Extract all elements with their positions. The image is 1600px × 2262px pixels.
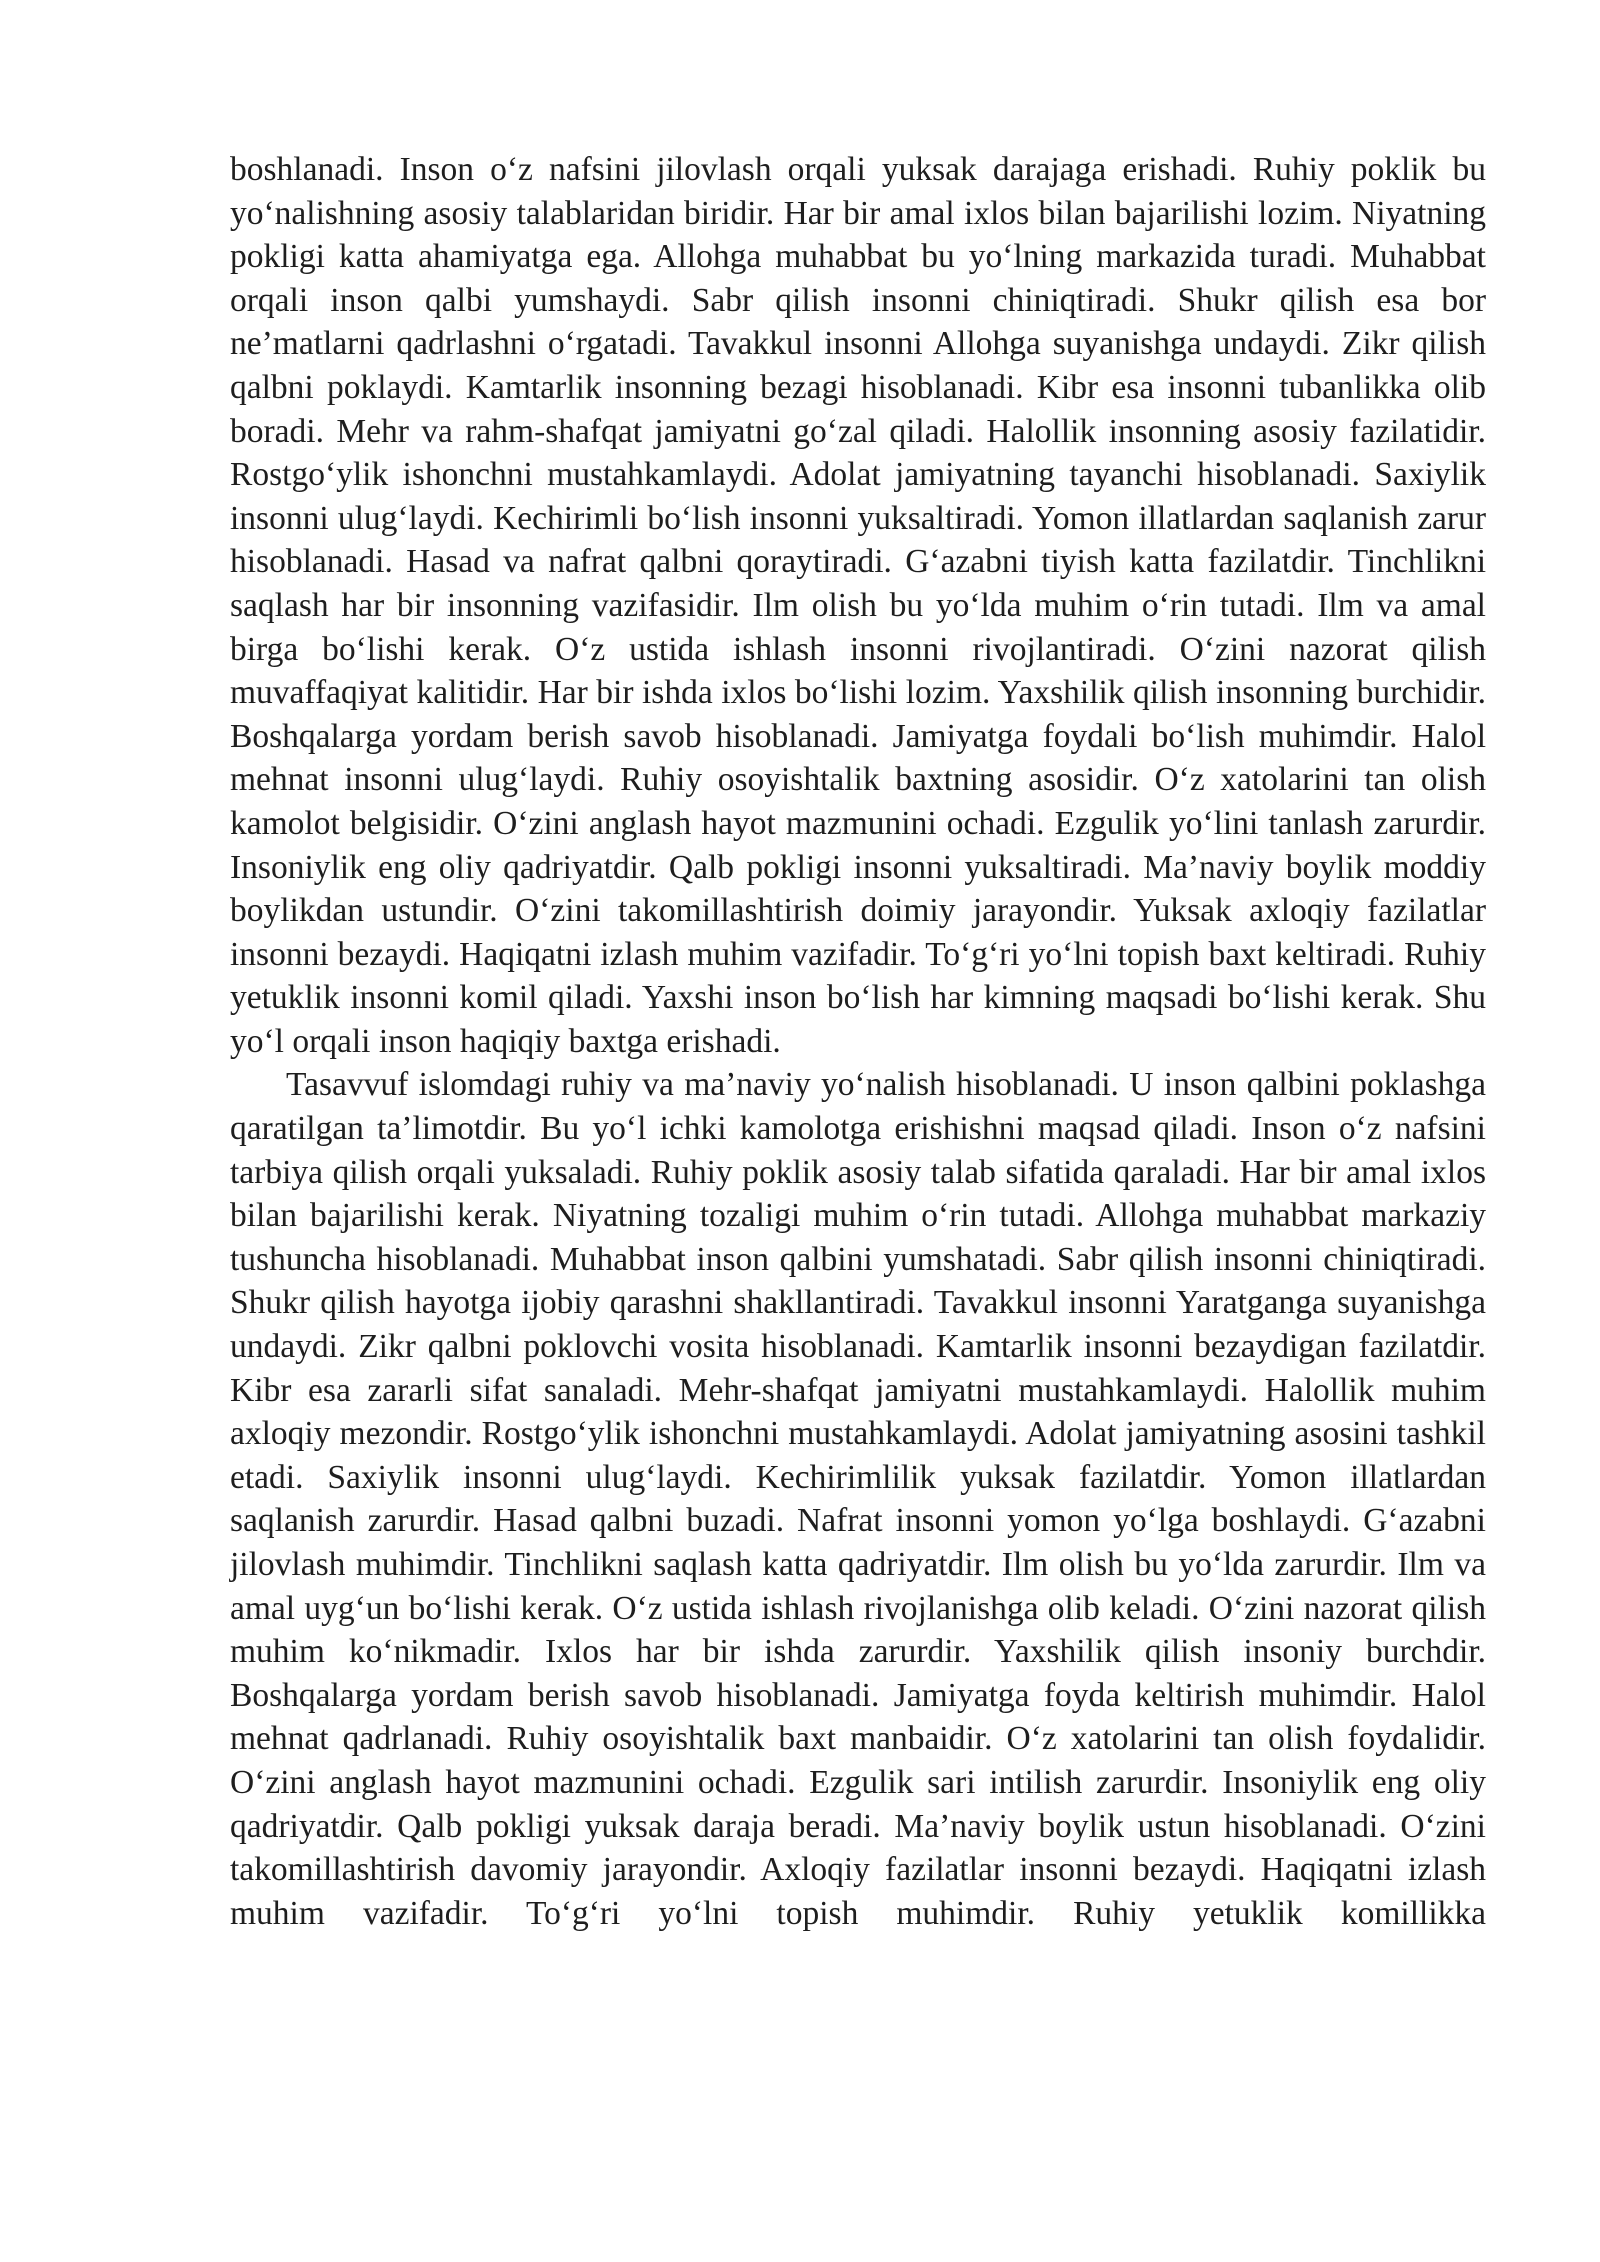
paragraph-tasavvuf: Tasavvuf islomdagi ruhiy va ma’naviy yo‘nalish hisoblanadi. U inson qalbini poklashga qaratilgan ta’limotdir. Bu yo‘l ichki kamolotga erishishni maqsad qiladi. Inson o‘z nafsini tarbiya qilish orqali yuksaladi. Ruhiy poklik asosiy talab sifatida qaraladi. Har bir amal ixlos bilan bajarilishi kerak. Niyatning tozaligi muhim o‘rin tutadi. Allohga muhabbat markaziy tushuncha hisoblanadi. Muhabbat inson qalbini yumshatadi. Sabr qilish insonni chiniqtiradi. Shukr qilish hayotga ijobiy qarashni shakllantiradi. Tavakkul insonni Yaratganga suyanishga undaydi. Zikr qalbni poklovchi vosita hisoblanadi. Kamtarlik insonni bezaydigan fazilatdir. Kibr esa zararli sifat sanaladi. Mehr-shafqat jamiyatni mustahkamlaydi. Halollik muhim axloqiy mezondir. Rostgo‘ylik ishonchni mustahkamlaydi. Adolat jamiyatning asosini tashkil etadi. Saxiylik insonni ulug‘laydi. Kechirimlilik yuksak fazilatdir. Yomon illatlardan saqlanish zarurdir. Hasad qalbni buzadi. Nafrat insonni yomon yo‘lga boshlaydi. G‘azabni jilovlash muhimdir. Tinchlikni saqlash katta qadriyatdir. Ilm olish bu yo‘lda zarurdir. Ilm va amal uyg‘un bo‘lishi kerak. O‘z ustida ishlash rivojlanishga olib keladi. O‘zini nazorat qilish muhim ko‘nikmadir. Ixlos har bir ishda zarurdir. Yaxshilik qilish insoniy burchdir. Boshqalarga yordam berish savob hisoblanadi. Jamiyatga foyda keltirish muhimdir. Halol mehnat qadrlanadi. Ruhiy osoyishtalik baxt manbaidir. O‘z xatolarini tan olish foydalidir. O‘zini anglash hayot mazmunini ochadi. Ezgulik sari intilish zarurdir. Insoniylik eng oliy qadriyatdir. Qalb pokligi yuksak daraja beradi. Ma’naviy boylik ustun hisoblanadi. O‘zini takomillashtirish davomiy jarayondir. Axloqiy fazilatlar insonni bezaydi. Haqiqatni izlash muhim vazifadir. To‘g‘ri yo‘lni topish muhimdir. Ruhiy yetuklik komillikka <box>230 1066 1486 1932</box>
paragraph-continuation: boshlanadi. Inson o‘z nafsini jilovlash orqali yuksak darajaga erishadi. Ruhiy poklik bu yo‘nalishning asosiy talablaridan biridir. Har bir amal ixlos bilan bajarilishi lozim. Niyatning pokligi katta ahamiyatga ega. Allohga muhabbat bu yo‘lning markazida turadi. Muhabbat orqali inson qalbi yumshaydi. Sabr qilish insonni chiniqtiradi. Shukr qilish esa bor ne’matlarni qadrlashni o‘rgatadi. Tavakkul insonni Allohga suyanishga undaydi. Zikr qilish qalbni poklaydi. Kamtarlik insonning bezagi hisoblanadi. Kibr esa insonni tubanlikka olib boradi. Mehr va rahm-shafqat jamiyatni go‘zal qiladi. Halollik insonning asosiy fazilatidir. Rostgo‘ylik ishonchni mustahkamlaydi. Adolat jamiyatning tayanchi hisoblanadi. Saxiylik insonni ulug‘laydi. Kechirimli bo‘lish insonni yuksaltiradi. Yomon illatlardan saqlanish zarur hisoblanadi. Hasad va nafrat qalbni qoraytiradi. G‘azabni tiyish katta fazilatdir. Tinchlikni saqlash har bir insonning vazifasidir. Ilm olish bu yo‘lda muhim o‘rin tutadi. Ilm va amal birga bo‘lishi kerak. O‘z ustida ishlash insonni rivojlantiradi. O‘zini nazorat qilish muvaffaqiyat kalitidir. Har bir ishda ixlos bo‘lishi lozim. Yaxshilik qilish insonning burchidir. Boshqalarga yordam berish savob hisoblanadi. Jamiyatga foydali bo‘lish muhimdir. Halol mehnat insonni ulug‘laydi. Ruhiy osoyishtalik baxtning asosidir. O‘z xatolarini tan olish kamolot belgisidir. O‘zini anglash hayot mazmunini ochadi. Ezgulik yo‘lini tanlash zarurdir. Insoniylik eng oliy qadriyatdir. Qalb pokligi insonni yuksaltiradi. Ma’naviy boylik moddiy boylikdan ustundir. O‘zini takomillashtirish doimiy jarayondir. Yuksak axloqiy fazilatlar insonni bezaydi. Haqiqatni izlash muhim vazifadir. To‘g‘ri yo‘lni topish baxt keltiradi. Ruhiy yetuklik insonni komil qiladi. Yaxshi inson bo‘lish har kimning maqsadi bo‘lishi kerak. Shu yo‘l orqali inson haqiqiy baxtga erishadi. <box>230 151 1486 1060</box>
document-page <box>230 148 1486 1935</box>
